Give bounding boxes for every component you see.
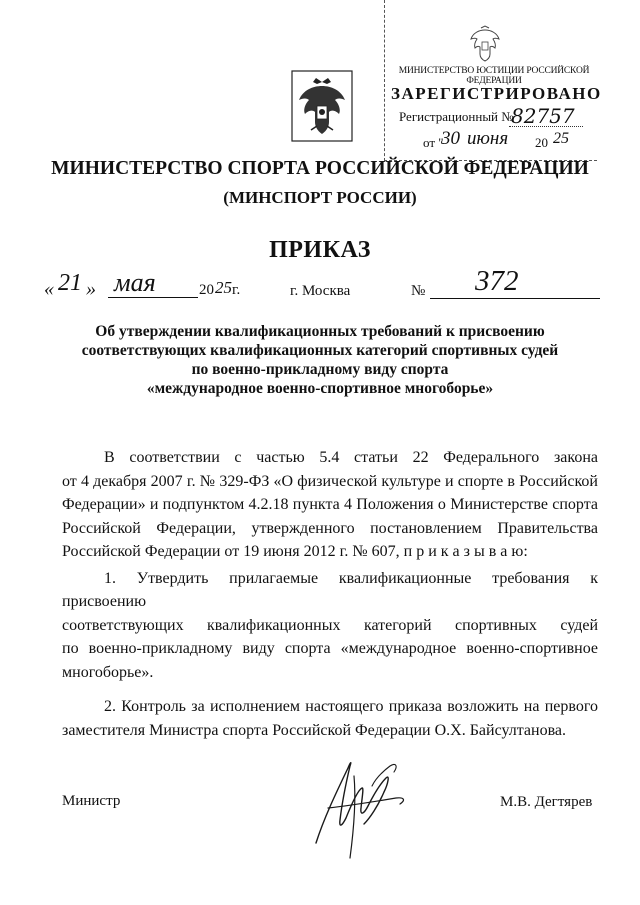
body-line: Российской Федерации, утвержденного постановлением Правительства xyxy=(62,519,598,537)
handwritten-signature xyxy=(306,748,416,863)
title-line: по военно-прикладному виду спорта xyxy=(191,361,449,378)
order-title xyxy=(0,322,640,398)
order-number: 372 xyxy=(475,265,519,297)
coat-of-arms-icon xyxy=(291,70,353,142)
date-year-suffix: г. xyxy=(232,282,241,298)
body-line: от 4 декабря 2007 г. № 329-ФЗ «О физической культуре и спорте в Российской xyxy=(62,472,598,490)
body-line: Федерации» и подпунктом 4.2.18 пункта 4 Положения о Министерстве спорта xyxy=(62,496,598,513)
body-line: соответствующих квалификационных категорий спортивных судей xyxy=(62,616,598,634)
paragraph-item-2 xyxy=(62,695,598,742)
body-line: 1. Утвердить прилагаемые квалификационные требования к присвоению xyxy=(62,569,598,610)
stamp-year-handwritten: 25 xyxy=(553,130,569,147)
date-quote-open: « xyxy=(44,278,54,300)
paragraph-item-1 xyxy=(62,567,598,685)
stamp-day: 30 xyxy=(441,128,460,149)
body-line: заместителя Министра спорта Российской Федерации О.Х. Байсултанова. xyxy=(62,721,567,739)
paragraph-preamble xyxy=(62,446,598,564)
body-line: В соответствии с частью 5.4 статьи 22 Федерального закона xyxy=(104,449,598,466)
signatory-name: М.В. Дегтярев xyxy=(500,794,593,810)
document-type: ПРИКАЗ xyxy=(269,237,371,263)
ministry-short-name: (МИНСПОРТ РОССИИ) xyxy=(223,188,417,207)
date-month: мая xyxy=(114,268,156,297)
body-line: по военно-прикладному виду спорта «международное военно-спортивное xyxy=(62,640,598,657)
city: г. Москва xyxy=(290,283,351,299)
date-day: 21 xyxy=(58,270,82,296)
date-year-handwritten: 25 xyxy=(215,278,232,297)
signatory-title: Министр xyxy=(62,793,121,809)
order-number-label: № xyxy=(411,283,426,299)
body-line: многоборье». xyxy=(62,663,154,681)
body-line: 2. Контроль за исполнением настоящего приказа возложить на первого xyxy=(104,698,598,715)
body-line: Российской Федерации от 19 июня 2012 г. № 607, п р и к а з ы в а ю: xyxy=(62,543,528,560)
order-number-underline xyxy=(430,298,600,299)
stamp-reg-label: Регистрационный № xyxy=(399,109,514,124)
order-body xyxy=(62,446,598,742)
stamp-month: июня xyxy=(467,128,509,149)
stamp-from-label: от " xyxy=(423,135,444,150)
title-line: Об утверждении квалификационных требований к присвоению xyxy=(95,323,545,340)
stamp-registered-text: ЗАРЕГИСТРИРОВАНО xyxy=(391,84,602,103)
title-line: соответствующих квалификационных категорий спортивных судей xyxy=(81,342,559,359)
stamp-year-prefix: 20 xyxy=(535,135,548,150)
stamp-reg-underline xyxy=(509,126,583,127)
date-quote-close: » xyxy=(86,278,96,300)
registration-stamp xyxy=(384,0,602,161)
date-year-prefix: 20 xyxy=(199,282,214,298)
date-underline xyxy=(108,297,198,298)
stamp-ministry-text: МИНИСТЕРСТВО ЮСТИЦИИ РОССИЙСКОЙ ФЕДЕРАЦИИ xyxy=(398,66,590,86)
stamp-emblem-icon xyxy=(467,24,503,64)
ministry-name: МИНИСТЕРСТВО СПОРТА РОССИЙСКОЙ ФЕДЕРАЦИИ xyxy=(51,158,589,179)
stamp-reg-number: 82757 xyxy=(511,104,575,128)
title-line: «международное военно-спортивное многоборье» xyxy=(146,380,494,397)
